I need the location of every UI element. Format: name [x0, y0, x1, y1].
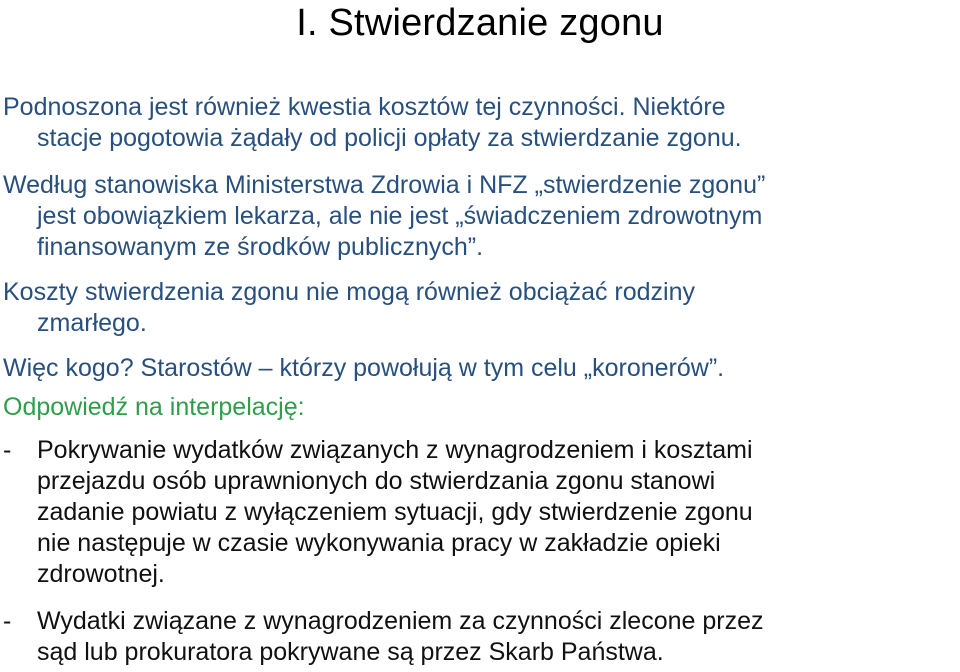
text-segment: Pokrywanie wydatków związanych z wynagrodzeniem i kosztami	[37, 436, 753, 464]
slide-title: I. Stwierdzanie zgonu	[296, 2, 664, 44]
bullet-powiat-costs	[3, 435, 953, 590]
text-line: Więc kogo? Starostów – którzy powołują w tym celu „koronerów”.	[3, 354, 725, 382]
text-line: przejazdu osób uprawnionych do stwierdzania zgonu stanowi	[37, 467, 716, 495]
interpellation-heading	[3, 392, 953, 423]
text-line: jest obowiązkiem lekarza, ale nie jest „świadczeniem zdrowotnym	[37, 202, 763, 230]
text-line: stacje pogotowia żądały od policji opłaty za stwierdzanie zgonu.	[37, 124, 742, 152]
bullet-state-treasury	[3, 606, 953, 668]
text-line: zadanie powiatu z wyłączeniem sytuacji, gdy stwierdzenie zgonu	[37, 498, 753, 526]
bullet-dash: -	[3, 607, 12, 635]
text-line: Koszty stwierdzenia zgonu nie mogą również obciążać rodziny	[3, 278, 696, 306]
text-line: Odpowiedź na interpelację:	[3, 393, 305, 421]
text-line: zdrowotnej.	[37, 560, 165, 588]
bullet-dash: -	[3, 436, 12, 464]
text-line	[3, 606, 953, 637]
text-line: zmarłego.	[37, 309, 147, 337]
text-segment: Wydatki związane z wynagrodzeniem za czynności zlecone przez	[37, 607, 764, 635]
paragraph-family-costs	[3, 277, 953, 339]
text-line: Według stanowiska Ministerstwa Zdrowia i NFZ „stwierdzenie zgonu”	[3, 171, 766, 199]
paragraph-who-pays	[3, 353, 953, 384]
text-line	[3, 435, 953, 466]
text-line: nie następuje w czasie wykonywania pracy w zakładzie opieki	[37, 529, 721, 557]
text-line: Podnoszona jest również kwestia kosztów tej czynności. Niektóre	[3, 93, 726, 121]
text-line: finansowanym ze środków publicznych”.	[37, 233, 484, 261]
text-line: sąd lub prokuratora pokrywane są przez Skarb Państwa.	[37, 638, 664, 666]
paragraph-costs-issue	[3, 92, 953, 154]
paragraph-ministry-position	[3, 170, 953, 263]
